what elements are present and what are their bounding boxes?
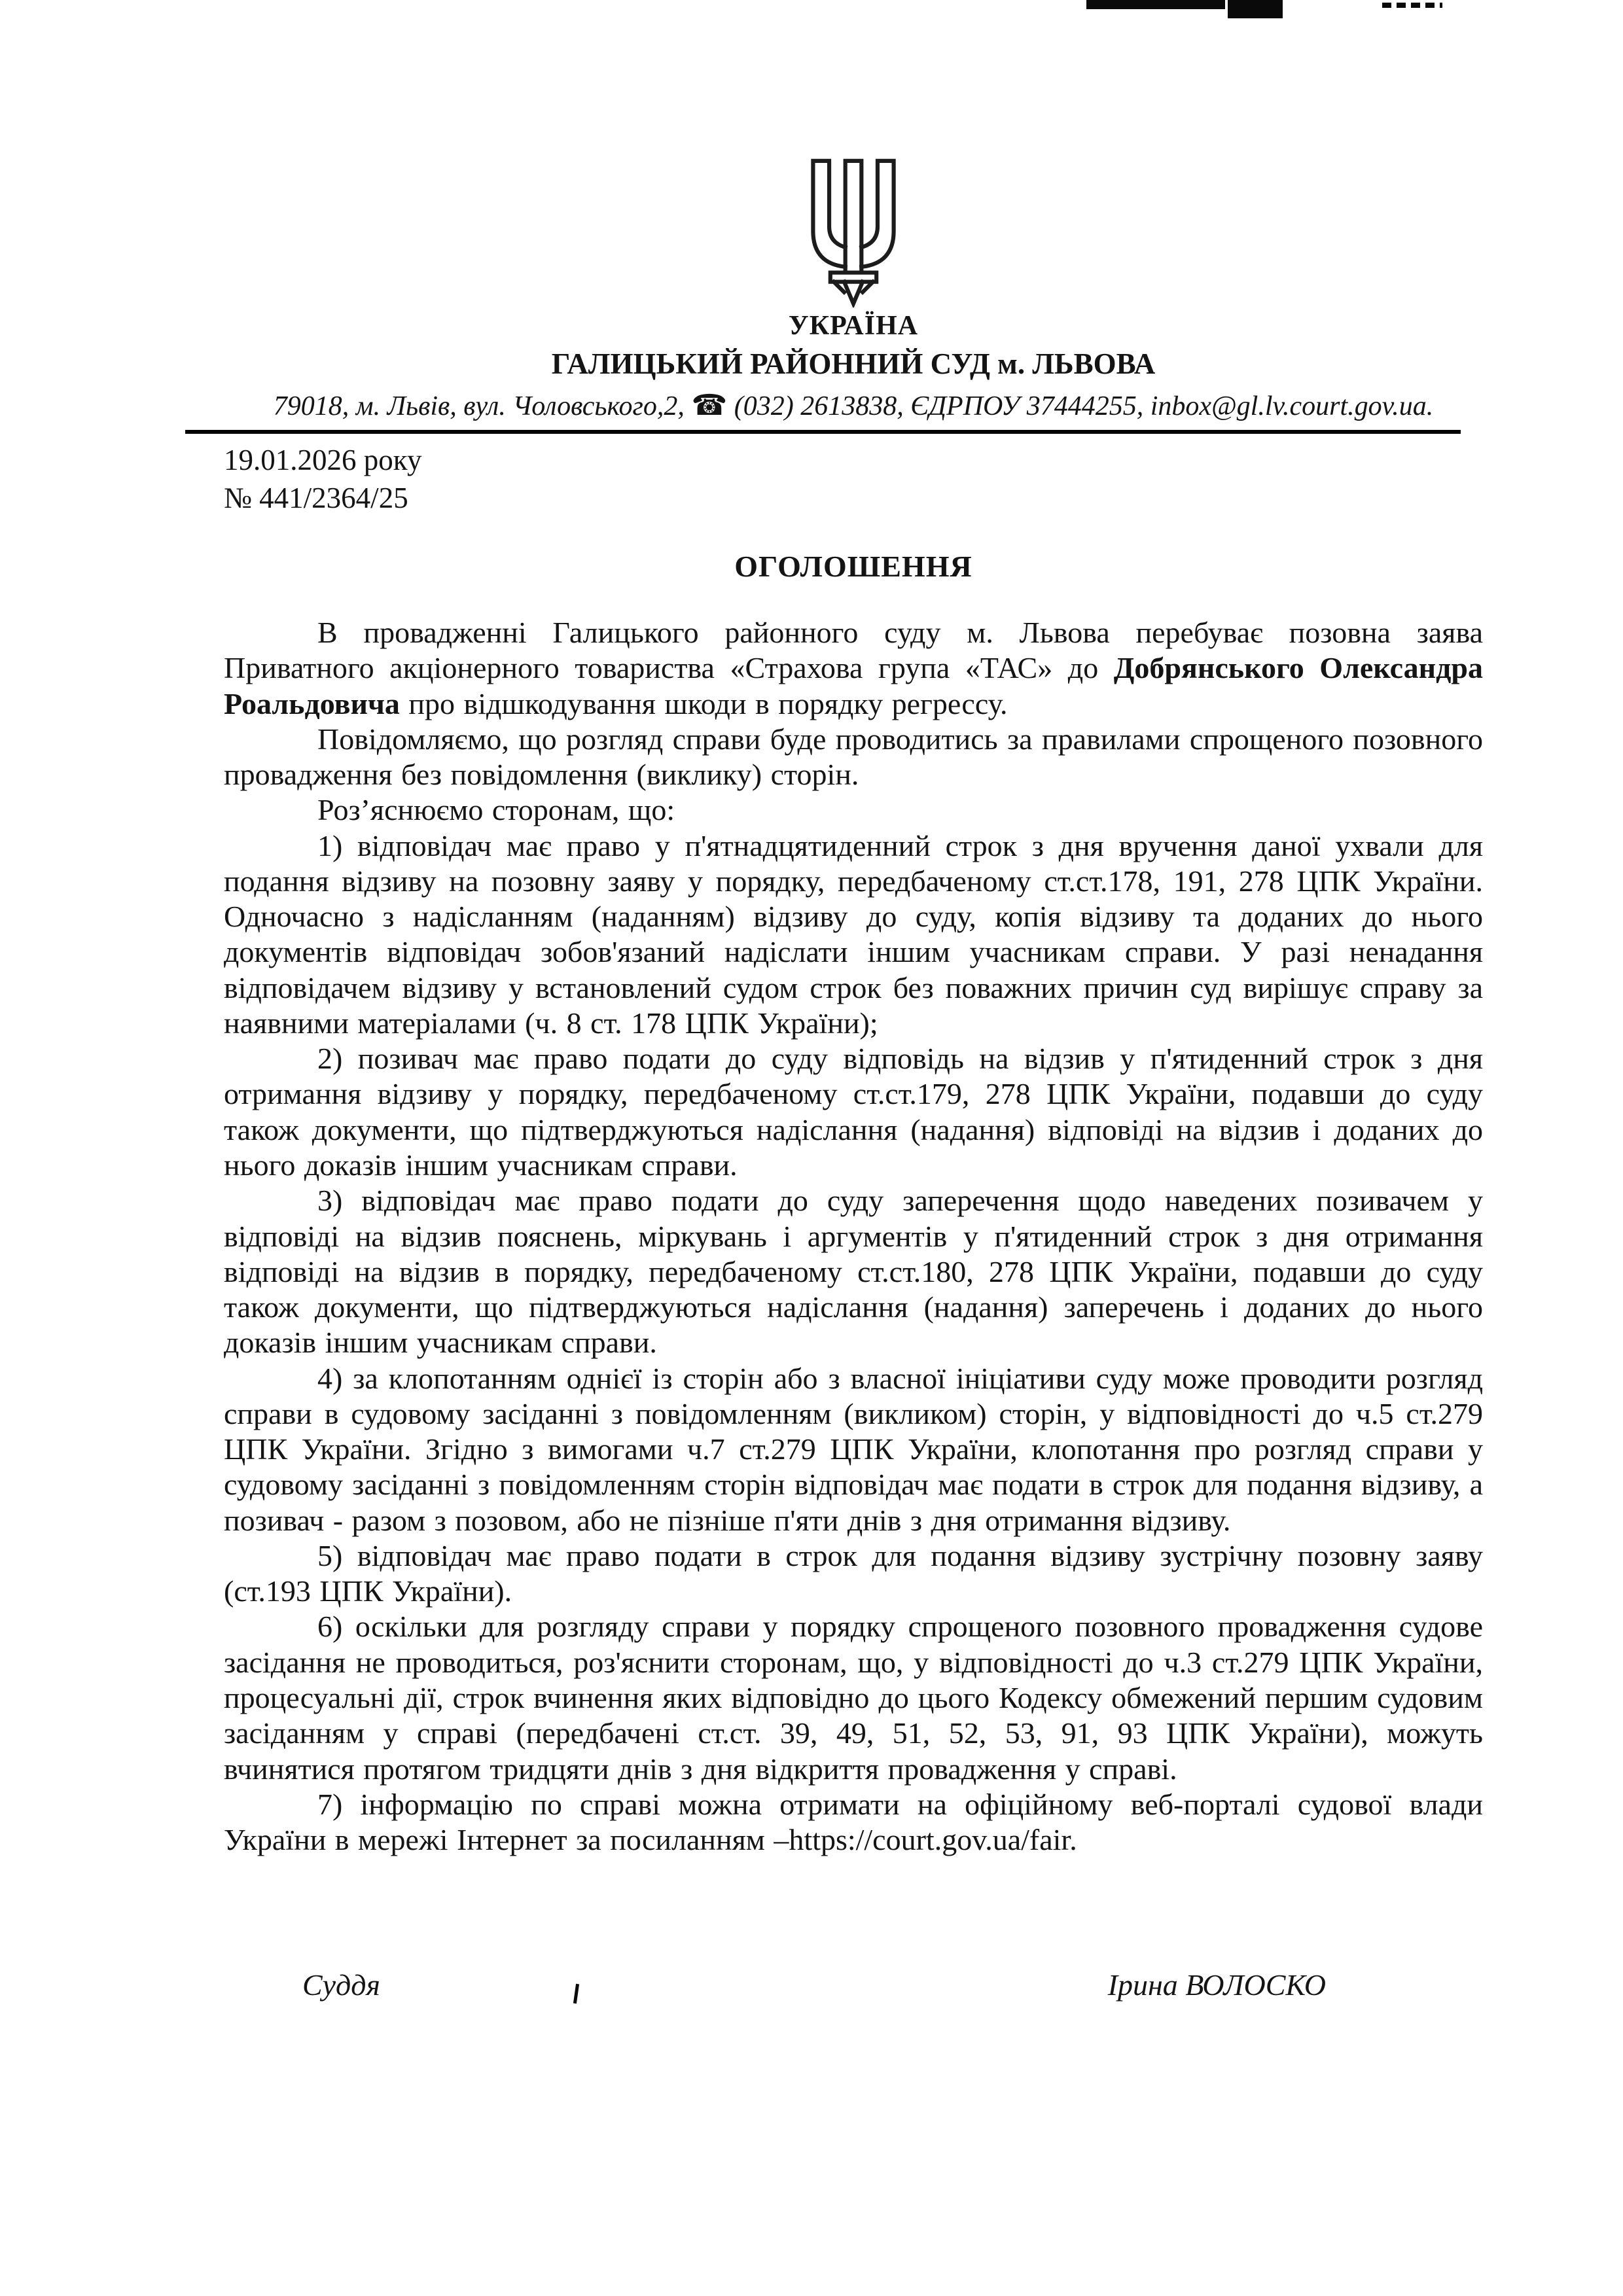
signature-row bbox=[224, 1968, 1483, 2002]
paragraph-item-6: 6) оскільки для розгляду справи у порядку спрощеного позовного провадження судове засідання не проводиться, роз'яснити сторонам, що, у відповідності до ч.3 ст.279 ЦПК України, процесуальні дії, строк вчинення яких відповідно до цього Кодексу обмежений першим судовим засіданням у справі (передбачені ст.ст. 39, 49, 51, 52, 53, 91, 93 ЦПК України), можуть вчинятися протягом тридцяти днів з дня відкриття провадження у справі. bbox=[224, 1610, 1483, 1786]
court-email: inbox@gl.lv.court.gov.ua. bbox=[1150, 391, 1434, 421]
paragraph-explain-lead: Роз’яснюємо сторонам, що: bbox=[317, 793, 675, 827]
paragraph-item-1: 1) відповідач має право у п'ятнадцятиденний строк з дня вручення даної ухвали для подання відзиву на позовну заяву у порядку, передбаченому ст.ст.178, 191, 278 ЦПК України. Одночасно з надісланням (наданням) відзиву до суду, копія відзиву та доданих до нього документів відповідач зобов'язаний надіслати іншим учасникам справи. У разі ненадання відповідачем відзиву у встановлений судом строк без поважних причин суд вирішує справу за наявними матеріалами (ч. 8 ст. 178 ЦПК України); bbox=[224, 828, 1483, 1040]
document-date: 19.01.2026 року bbox=[224, 444, 422, 476]
paragraph-item-4: 4) за клопотанням однієї із сторін або з власної ініціативи суду може проводити розгляд справи в судовому засіданні з повідомленням (викликом) сторін, у відповідності до ч.5 ст.279 ЦПК України. Згідно з вимогами ч.7 ст.279 ЦПК України, клопотання про розгляд справи у судовому засіданні з повідомленням сторін відповідач має подати в строк для подання відзиву, а позивач - разом з позовом, або не пізніше п'яти днів з дня отримання відзиву. bbox=[224, 1361, 1483, 1537]
scan-artifact bbox=[1228, 0, 1283, 18]
document-content bbox=[0, 157, 1623, 2002]
paragraph-item-3: 3) відповідач має право подати до суду заперечення щодо наведених позивачем у відповіді на відзив пояснень, міркувань і аргументів у п'ятиденний строк з дня отримання відповіді на відзив в порядку, передбаченому ст.ст.180, 278 ЦПК України, подавши до суду також документи, що підтверджуються надіслання (надання) заперечень і доданих до нього доказів іншим учасникам справи. bbox=[224, 1184, 1483, 1360]
document-title: ОГОЛОШЕННЯ bbox=[734, 550, 972, 583]
case-number: № 441/2364/25 bbox=[224, 482, 408, 514]
letterhead bbox=[224, 157, 1483, 515]
case-intro-before: В провадженні Галицького районного суду м. Львова перебуває позовна заява Приватного акціонерного товариства «Страхова група «ТАС» до bbox=[224, 616, 1483, 685]
country-name: УКРАЇНА bbox=[788, 311, 919, 341]
paragraph-item-7: 7) інформацію по справі можна отримати на офіційному веб-порталі судової влади України в мережі Інтернет за посиланням –https://court.gov.ua/fair. bbox=[224, 1787, 1483, 1857]
court-address bbox=[224, 389, 1483, 422]
paragraph-item-2: 2) позивач має право подати до суду відповідь на відзив у п'ятиденний строк з дня отримання відзиву у порядку, передбаченому ст.ст.179, 278 ЦПК України, подавши до суду також документи, що підтверджуються надіслання (надання) відповіді на відзив і доданих до нього доказів іншим учасникам справи. bbox=[224, 1042, 1483, 1182]
defendant-name: Добрянського Олександра Роальдовича bbox=[224, 651, 1484, 720]
document-body bbox=[224, 615, 1483, 1858]
scan-artifact bbox=[1086, 0, 1225, 9]
paragraph-simplified-procedure: Повідомляємо, що розгляд справи буде проводитись за правилами спрощеного позовного провадження без повідомлення (виклику) сторін. bbox=[224, 722, 1483, 792]
phone-icon: ☎ bbox=[691, 389, 728, 421]
signature-role: Суддя bbox=[302, 1968, 380, 2002]
ukraine-trident-emblem bbox=[796, 157, 911, 308]
court-edrpou: ЄДРПОУ 37444255, bbox=[910, 391, 1144, 421]
header-divider bbox=[185, 430, 1461, 434]
scan-artifact bbox=[1382, 3, 1442, 8]
court-phone: (032) 2613838, bbox=[734, 391, 904, 421]
case-intro-after: про відшкодування шкоди в порядку регрессу. bbox=[399, 686, 1008, 720]
court-address-location: 79018, м. Львів, вул. Чоловського,2, bbox=[273, 391, 685, 421]
paragraph-item-5: 5) відповідач має право подати в строк для подання відзиву зустрічну позовну заяву (ст.193 ЦПК України). bbox=[224, 1538, 1483, 1608]
court-name: ГАЛИЦЬКИЙ РАЙОННИЙ СУД м. ЛЬВОВА bbox=[551, 347, 1156, 380]
paragraph-case-intro bbox=[224, 615, 1483, 722]
signature-name: Ірина ВОЛОСКО bbox=[1107, 1968, 1326, 2002]
